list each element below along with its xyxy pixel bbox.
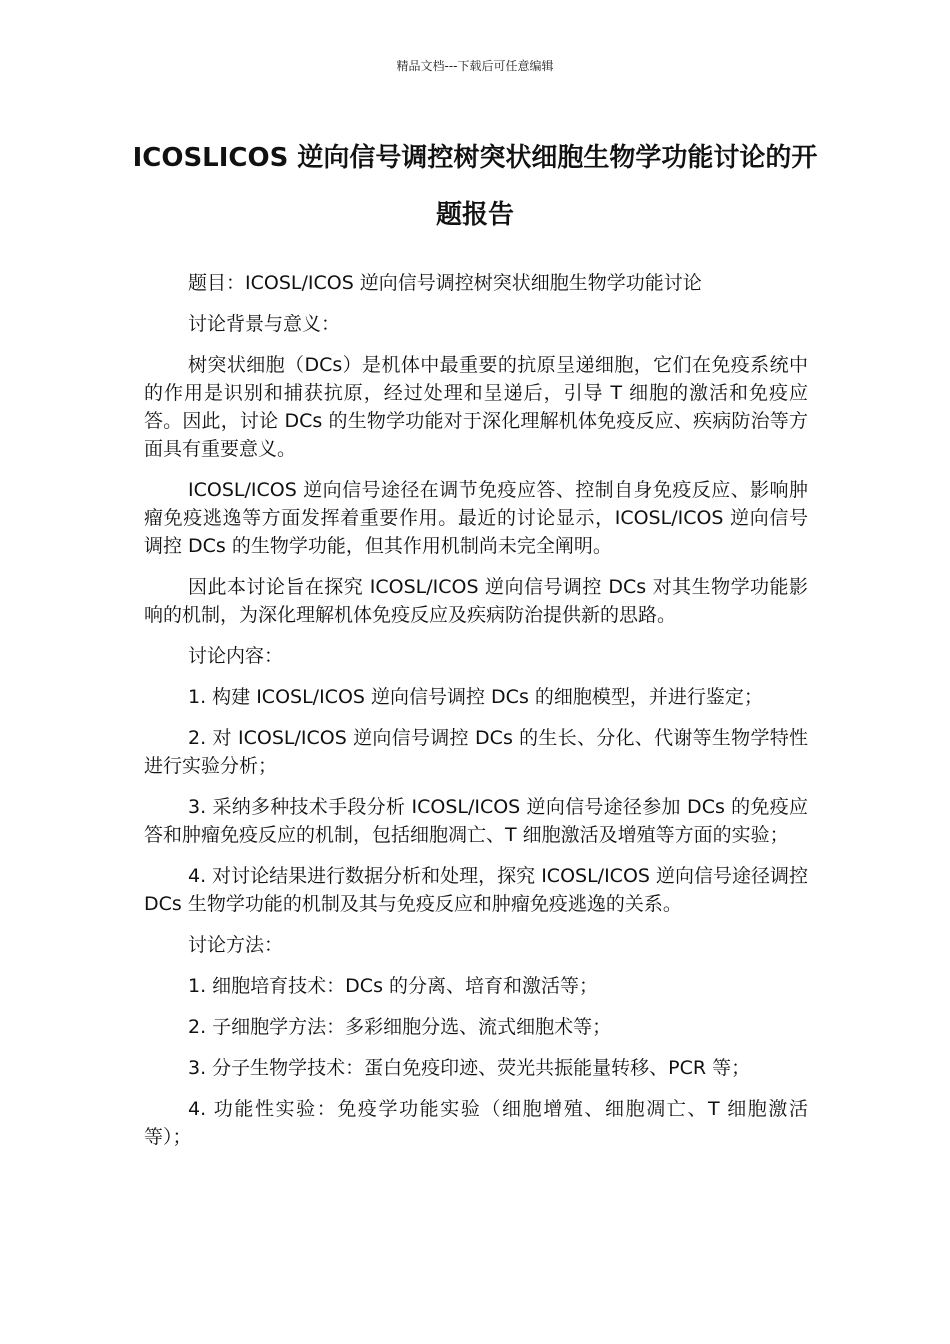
- method-item-1: 1. 细胞培育技术：DCs 的分离、培育和激活等；: [188, 975, 599, 997]
- section-heading-methods: 讨论方法：: [188, 934, 284, 956]
- paragraph-background-3: 因此本讨论旨在探究 ICOSL/ICOS 逆向信号调控 DCs 对其生物学功能影响的机制，为深化理解机体免疫反应及疾病防治提供新的思路。: [144, 576, 808, 626]
- document-body: [144, 269, 808, 1164]
- method-item-2: 2. 子细胞学方法：多彩细胞分选、流式细胞术等；: [188, 1016, 612, 1038]
- method-item-3: 3. 分子生物学技术：蛋白免疫印迹、荧光共振能量转移、PCR 等；: [188, 1057, 751, 1079]
- section-heading-background: 讨论背景与意义：: [188, 313, 341, 335]
- content-item-2: 2. 对 ICOSL/ICOS 逆向信号调控 DCs 的生长、分化、代谢等生物学特性进行实验分析；: [144, 727, 808, 777]
- content-item-3: 3. 采纳多种技术手段分析 ICOSL/ICOS 逆向信号途径参加 DCs 的免疫应答和肿瘤免疫反应的机制，包括细胞凋亡、T 细胞激活及增殖等方面的实验；: [144, 796, 808, 846]
- content-item-1: 1. 构建 ICOSL/ICOS 逆向信号调控 DCs 的细胞模型，并进行鉴定；: [188, 686, 763, 708]
- section-heading-content: 讨论内容：: [188, 645, 284, 667]
- method-item-4: 4. 功能性实验：免疫学功能实验（细胞增殖、细胞凋亡、T 细胞激活等）；: [144, 1098, 808, 1148]
- content-item-4: 4. 对讨论结果进行数据分析和处理，探究 ICOSL/ICOS 逆向信号途径调控 DCs 生物学功能的机制及其与免疫反应和肿瘤免疫逃逸的关系。: [144, 865, 809, 915]
- header-note: 精品文档---下载后可任意编辑: [396, 59, 554, 73]
- paragraph-topic: 题目：ICOSL/ICOS 逆向信号调控树突状细胞生物学功能讨论: [188, 272, 702, 294]
- paragraph-background-2: ICOSL/ICOS 逆向信号途径在调节免疫应答、控制自身免疫反应、影响肿瘤免疫逃逸等方面发挥着重要作用。最近的讨论显示，ICOSL/ICOS 逆向信号调控 DCs 的生物学功能，但其作用机制尚未完全阐明。: [144, 479, 808, 557]
- document-title: ICOSLICOS 逆向信号调控树突状细胞生物学功能讨论的开题报告: [132, 143, 818, 230]
- paragraph-background-1: 树突状细胞（DCs）是机体中最重要的抗原呈递细胞，它们在免疫系统中的作用是识别和捕获抗原，经过处理和呈递后，引导 T 细胞的激活和免疫应答。因此，讨论 DCs 的生物学功能对于深化理解机体免疫反应、疾病防治等方面具有重要意义。: [144, 354, 808, 460]
